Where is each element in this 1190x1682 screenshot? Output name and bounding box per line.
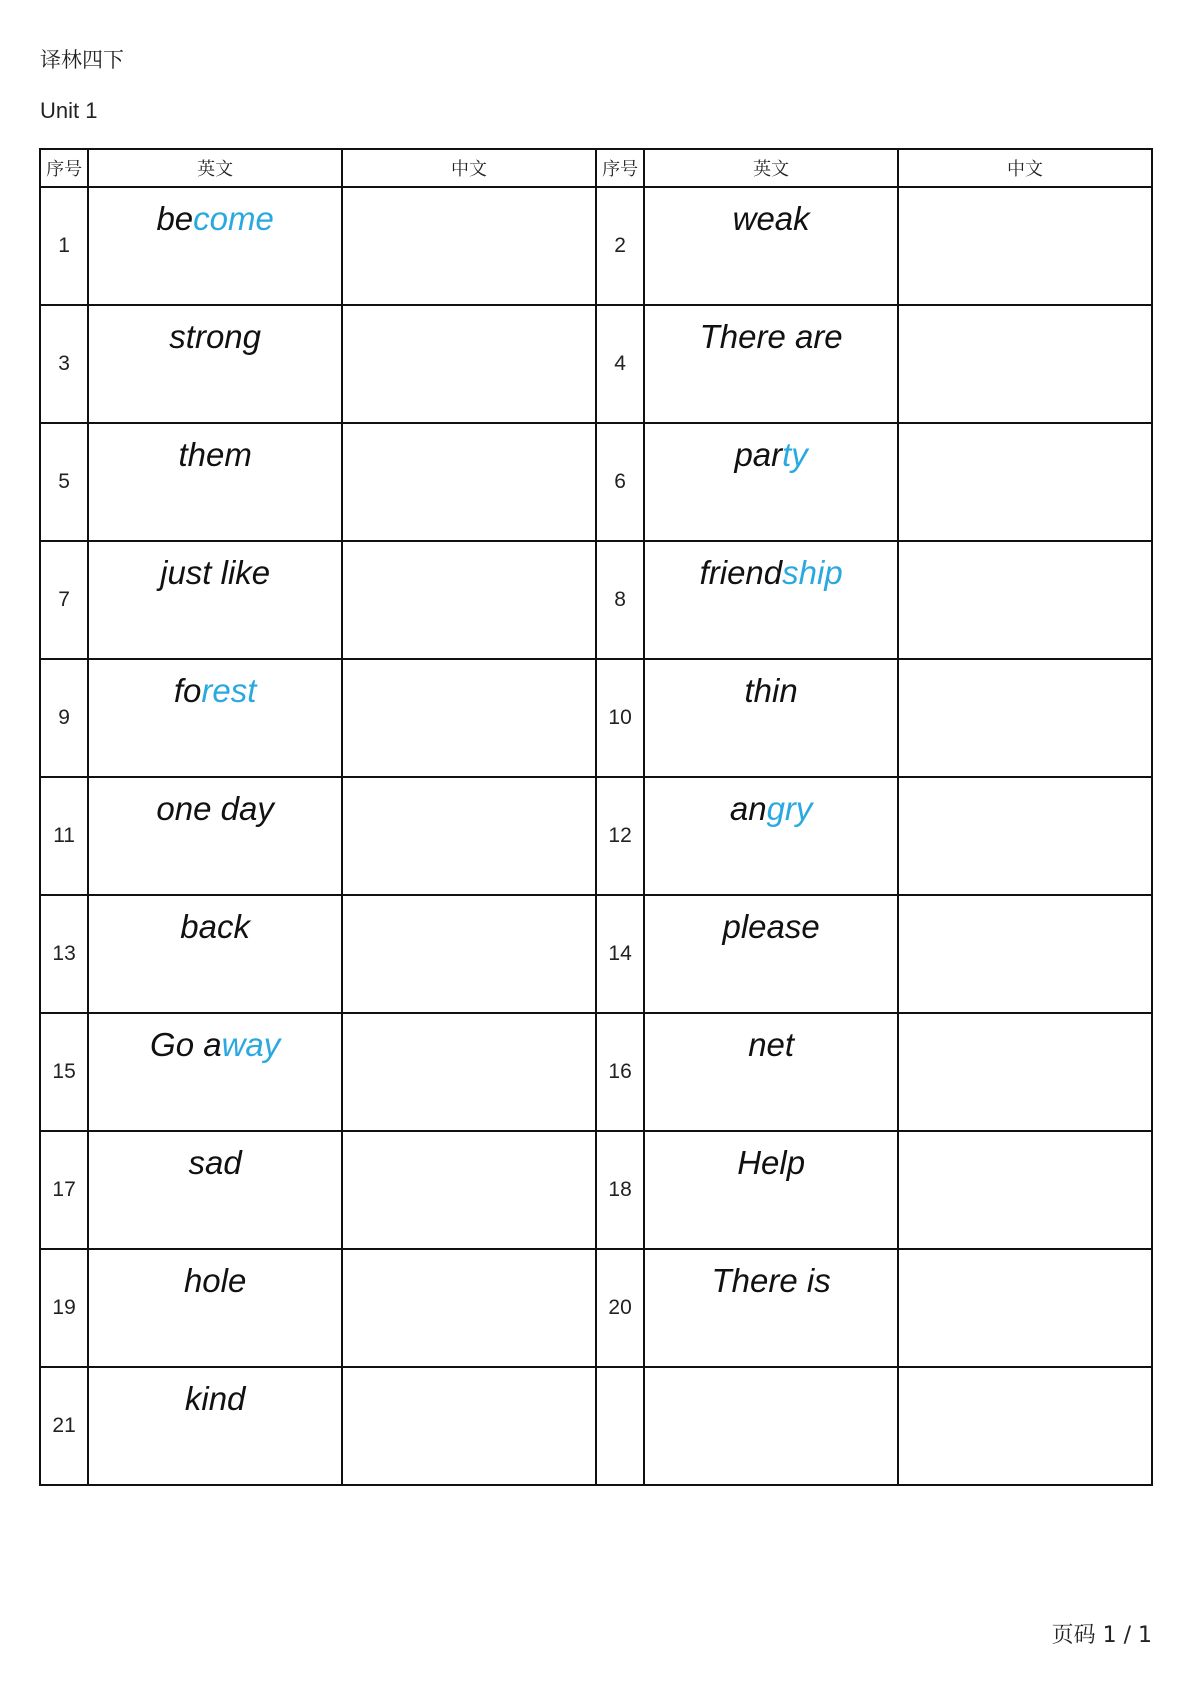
entry-number-left: 17 xyxy=(40,1131,88,1249)
table-row xyxy=(40,541,1152,659)
chinese-answer-blank-right xyxy=(898,305,1152,423)
english-word-left xyxy=(88,423,342,541)
word-highlight: come xyxy=(193,200,274,237)
english-word-right xyxy=(644,777,898,895)
chinese-answer-blank-left xyxy=(342,1367,596,1485)
header-number-left: 序号 xyxy=(40,149,88,187)
header-english-left: 英文 xyxy=(88,149,342,187)
word-text: hole xyxy=(183,1262,247,1299)
chinese-answer-blank-left xyxy=(342,1131,596,1249)
word-highlight: gry xyxy=(766,790,813,827)
english-word-left xyxy=(88,895,342,1013)
english-word-left xyxy=(88,1367,342,1485)
english-word-left xyxy=(88,1249,342,1367)
english-word-left xyxy=(88,1131,342,1249)
entry-number-right: 16 xyxy=(596,1013,644,1131)
word-text: be xyxy=(156,200,194,237)
table-row xyxy=(40,777,1152,895)
english-word-left xyxy=(88,305,342,423)
header-english-right: 英文 xyxy=(644,149,898,187)
entry-number-right: 12 xyxy=(596,777,644,895)
page-number: 页码 1 / 1 xyxy=(1051,1623,1152,1648)
entry-number-right: 6 xyxy=(596,423,644,541)
word-text: There is xyxy=(711,1262,831,1299)
word-text: kind xyxy=(184,1380,246,1417)
english-word-right xyxy=(644,305,898,423)
header-chinese-left: 中文 xyxy=(342,149,596,187)
word-highlight: way xyxy=(221,1026,281,1063)
chinese-answer-blank-left xyxy=(342,187,596,305)
word-text: Go a xyxy=(150,1026,222,1063)
chinese-answer-blank-left xyxy=(342,541,596,659)
english-word-left xyxy=(88,659,342,777)
entry-number-right: 4 xyxy=(596,305,644,423)
chinese-answer-blank-right xyxy=(898,187,1152,305)
word-text: Help xyxy=(737,1144,806,1181)
word-text: just like xyxy=(160,554,271,591)
entry-number-left: 19 xyxy=(40,1249,88,1367)
word-text: sad xyxy=(188,1144,242,1181)
entry-number-left: 15 xyxy=(40,1013,88,1131)
english-word-right xyxy=(644,895,898,1013)
chinese-answer-blank-right xyxy=(898,895,1152,1013)
word-highlight: ship xyxy=(782,554,843,591)
entry-number-left: 21 xyxy=(40,1367,88,1485)
table-row xyxy=(40,659,1152,777)
header-number-right: 序号 xyxy=(596,149,644,187)
table-row xyxy=(40,1013,1152,1131)
table-header-row xyxy=(40,149,1152,187)
table-row xyxy=(40,423,1152,541)
entry-number-left: 5 xyxy=(40,423,88,541)
table-row xyxy=(40,895,1152,1013)
english-word-right xyxy=(644,541,898,659)
entry-number-left: 9 xyxy=(40,659,88,777)
entry-number-right: 14 xyxy=(596,895,644,1013)
table-row xyxy=(40,187,1152,305)
entry-number-right: 8 xyxy=(596,541,644,659)
word-text: friend xyxy=(699,554,783,591)
chinese-answer-blank-left xyxy=(342,1013,596,1131)
entry-number-left: 11 xyxy=(40,777,88,895)
table-row xyxy=(40,1131,1152,1249)
english-word-right xyxy=(644,187,898,305)
chinese-answer-blank-right xyxy=(898,1013,1152,1131)
word-text: There are xyxy=(699,318,843,355)
entry-number-left: 1 xyxy=(40,187,88,305)
chinese-answer-blank-right xyxy=(898,1249,1152,1367)
english-word-right xyxy=(644,1013,898,1131)
english-word-left xyxy=(88,187,342,305)
chinese-answer-blank-right xyxy=(898,777,1152,895)
english-word-right xyxy=(644,423,898,541)
chinese-answer-blank-left xyxy=(342,895,596,1013)
chinese-answer-blank-right xyxy=(898,423,1152,541)
chinese-answer-blank-right xyxy=(898,1131,1152,1249)
entry-number-right: 20 xyxy=(596,1249,644,1367)
word-text: them xyxy=(178,436,252,473)
chinese-answer-blank-left xyxy=(342,305,596,423)
unit-label: Unit 1 xyxy=(40,98,98,123)
chinese-answer-blank-left xyxy=(342,659,596,777)
word-text: strong xyxy=(169,318,261,355)
word-text: weak xyxy=(732,200,810,237)
word-highlight: rest xyxy=(201,672,257,709)
chinese-answer-blank-left xyxy=(342,777,596,895)
chinese-answer-blank-right xyxy=(898,1367,1152,1485)
chinese-answer-blank-right xyxy=(898,659,1152,777)
english-word-left xyxy=(88,1013,342,1131)
word-highlight: ty xyxy=(782,436,808,473)
english-word-right xyxy=(644,1249,898,1367)
entry-number-right xyxy=(596,1367,644,1485)
word-text: fo xyxy=(173,672,202,709)
worksheet-title: 译林四下 xyxy=(40,48,124,72)
vocabulary-table xyxy=(39,148,1153,1486)
word-text: one day xyxy=(156,790,274,827)
entry-number-left: 3 xyxy=(40,305,88,423)
english-word-right xyxy=(644,659,898,777)
english-word-left xyxy=(88,777,342,895)
word-text: net xyxy=(748,1026,795,1063)
table-row xyxy=(40,1249,1152,1367)
entry-number-left: 7 xyxy=(40,541,88,659)
entry-number-left: 13 xyxy=(40,895,88,1013)
entry-number-right: 2 xyxy=(596,187,644,305)
word-text: thin xyxy=(744,672,798,709)
table-body xyxy=(40,187,1152,1485)
chinese-answer-blank-left xyxy=(342,1249,596,1367)
word-text: please xyxy=(722,908,820,945)
word-text: par xyxy=(734,436,783,473)
chinese-answer-blank-right xyxy=(898,541,1152,659)
word-text: an xyxy=(729,790,767,827)
header-chinese-right: 中文 xyxy=(898,149,1152,187)
english-word-left xyxy=(88,541,342,659)
word-text: back xyxy=(180,908,250,945)
table-row xyxy=(40,305,1152,423)
entry-number-right: 18 xyxy=(596,1131,644,1249)
entry-number-right: 10 xyxy=(596,659,644,777)
english-word-right xyxy=(644,1367,898,1485)
table-row xyxy=(40,1367,1152,1485)
english-word-right xyxy=(644,1131,898,1249)
chinese-answer-blank-left xyxy=(342,423,596,541)
